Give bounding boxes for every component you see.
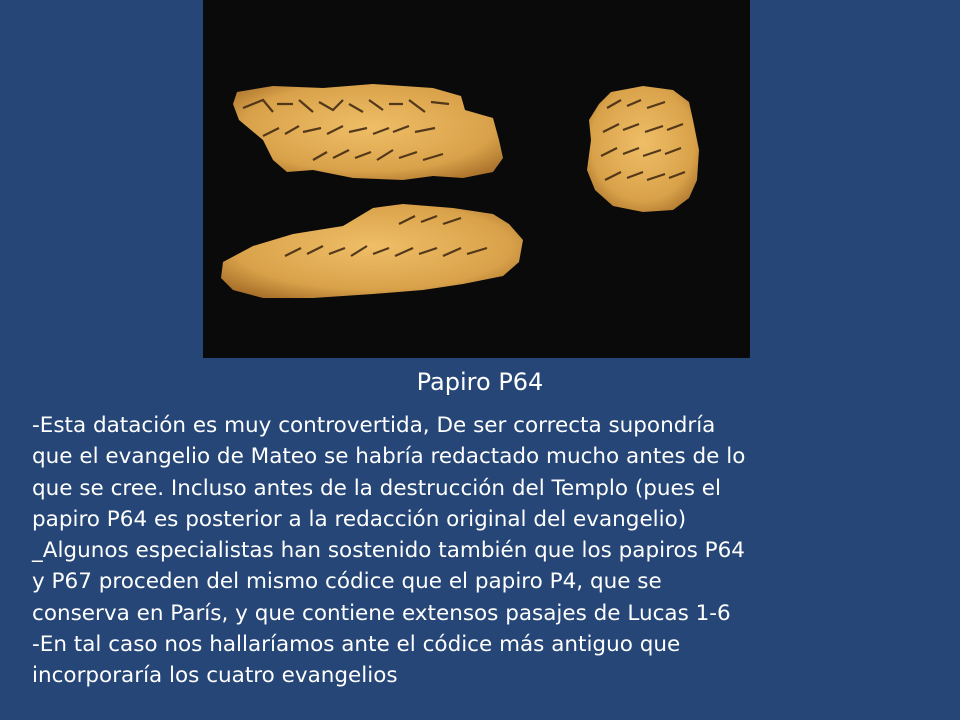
slide-body-text xyxy=(32,410,932,692)
body-line: -En tal caso nos hallaríamos ante el códice más antiguo que xyxy=(32,632,681,658)
body-line: que el evangelio de Mateo se habría redactado mucho antes de lo xyxy=(32,444,746,470)
body-line: y P67 proceden del mismo códice que el papiro P4, que se xyxy=(32,569,662,595)
papyrus-fragment-right xyxy=(587,86,699,212)
body-line: papiro P64 es posterior a la redacción original del evangelio) xyxy=(32,506,687,532)
papyrus-photo xyxy=(203,0,750,358)
body-line: incorporaría los cuatro evangelios xyxy=(32,663,398,689)
body-line: -Esta datación es muy controvertida, De ser correcta supondría xyxy=(32,413,716,438)
papyrus-fragment-upper-left xyxy=(233,84,503,180)
body-line: que se cree. Incluso antes de la destrucción del Templo (pues el xyxy=(32,475,721,501)
slide-title: Papiro P64 xyxy=(416,368,544,396)
papyrus-fragments-image xyxy=(203,0,750,358)
body-line: _Algunos especialistas han sostenido también que los papiros P64 xyxy=(32,538,745,564)
body-line: conserva en París, y que contiene extensos pasajes de Lucas 1-6 xyxy=(32,600,731,626)
